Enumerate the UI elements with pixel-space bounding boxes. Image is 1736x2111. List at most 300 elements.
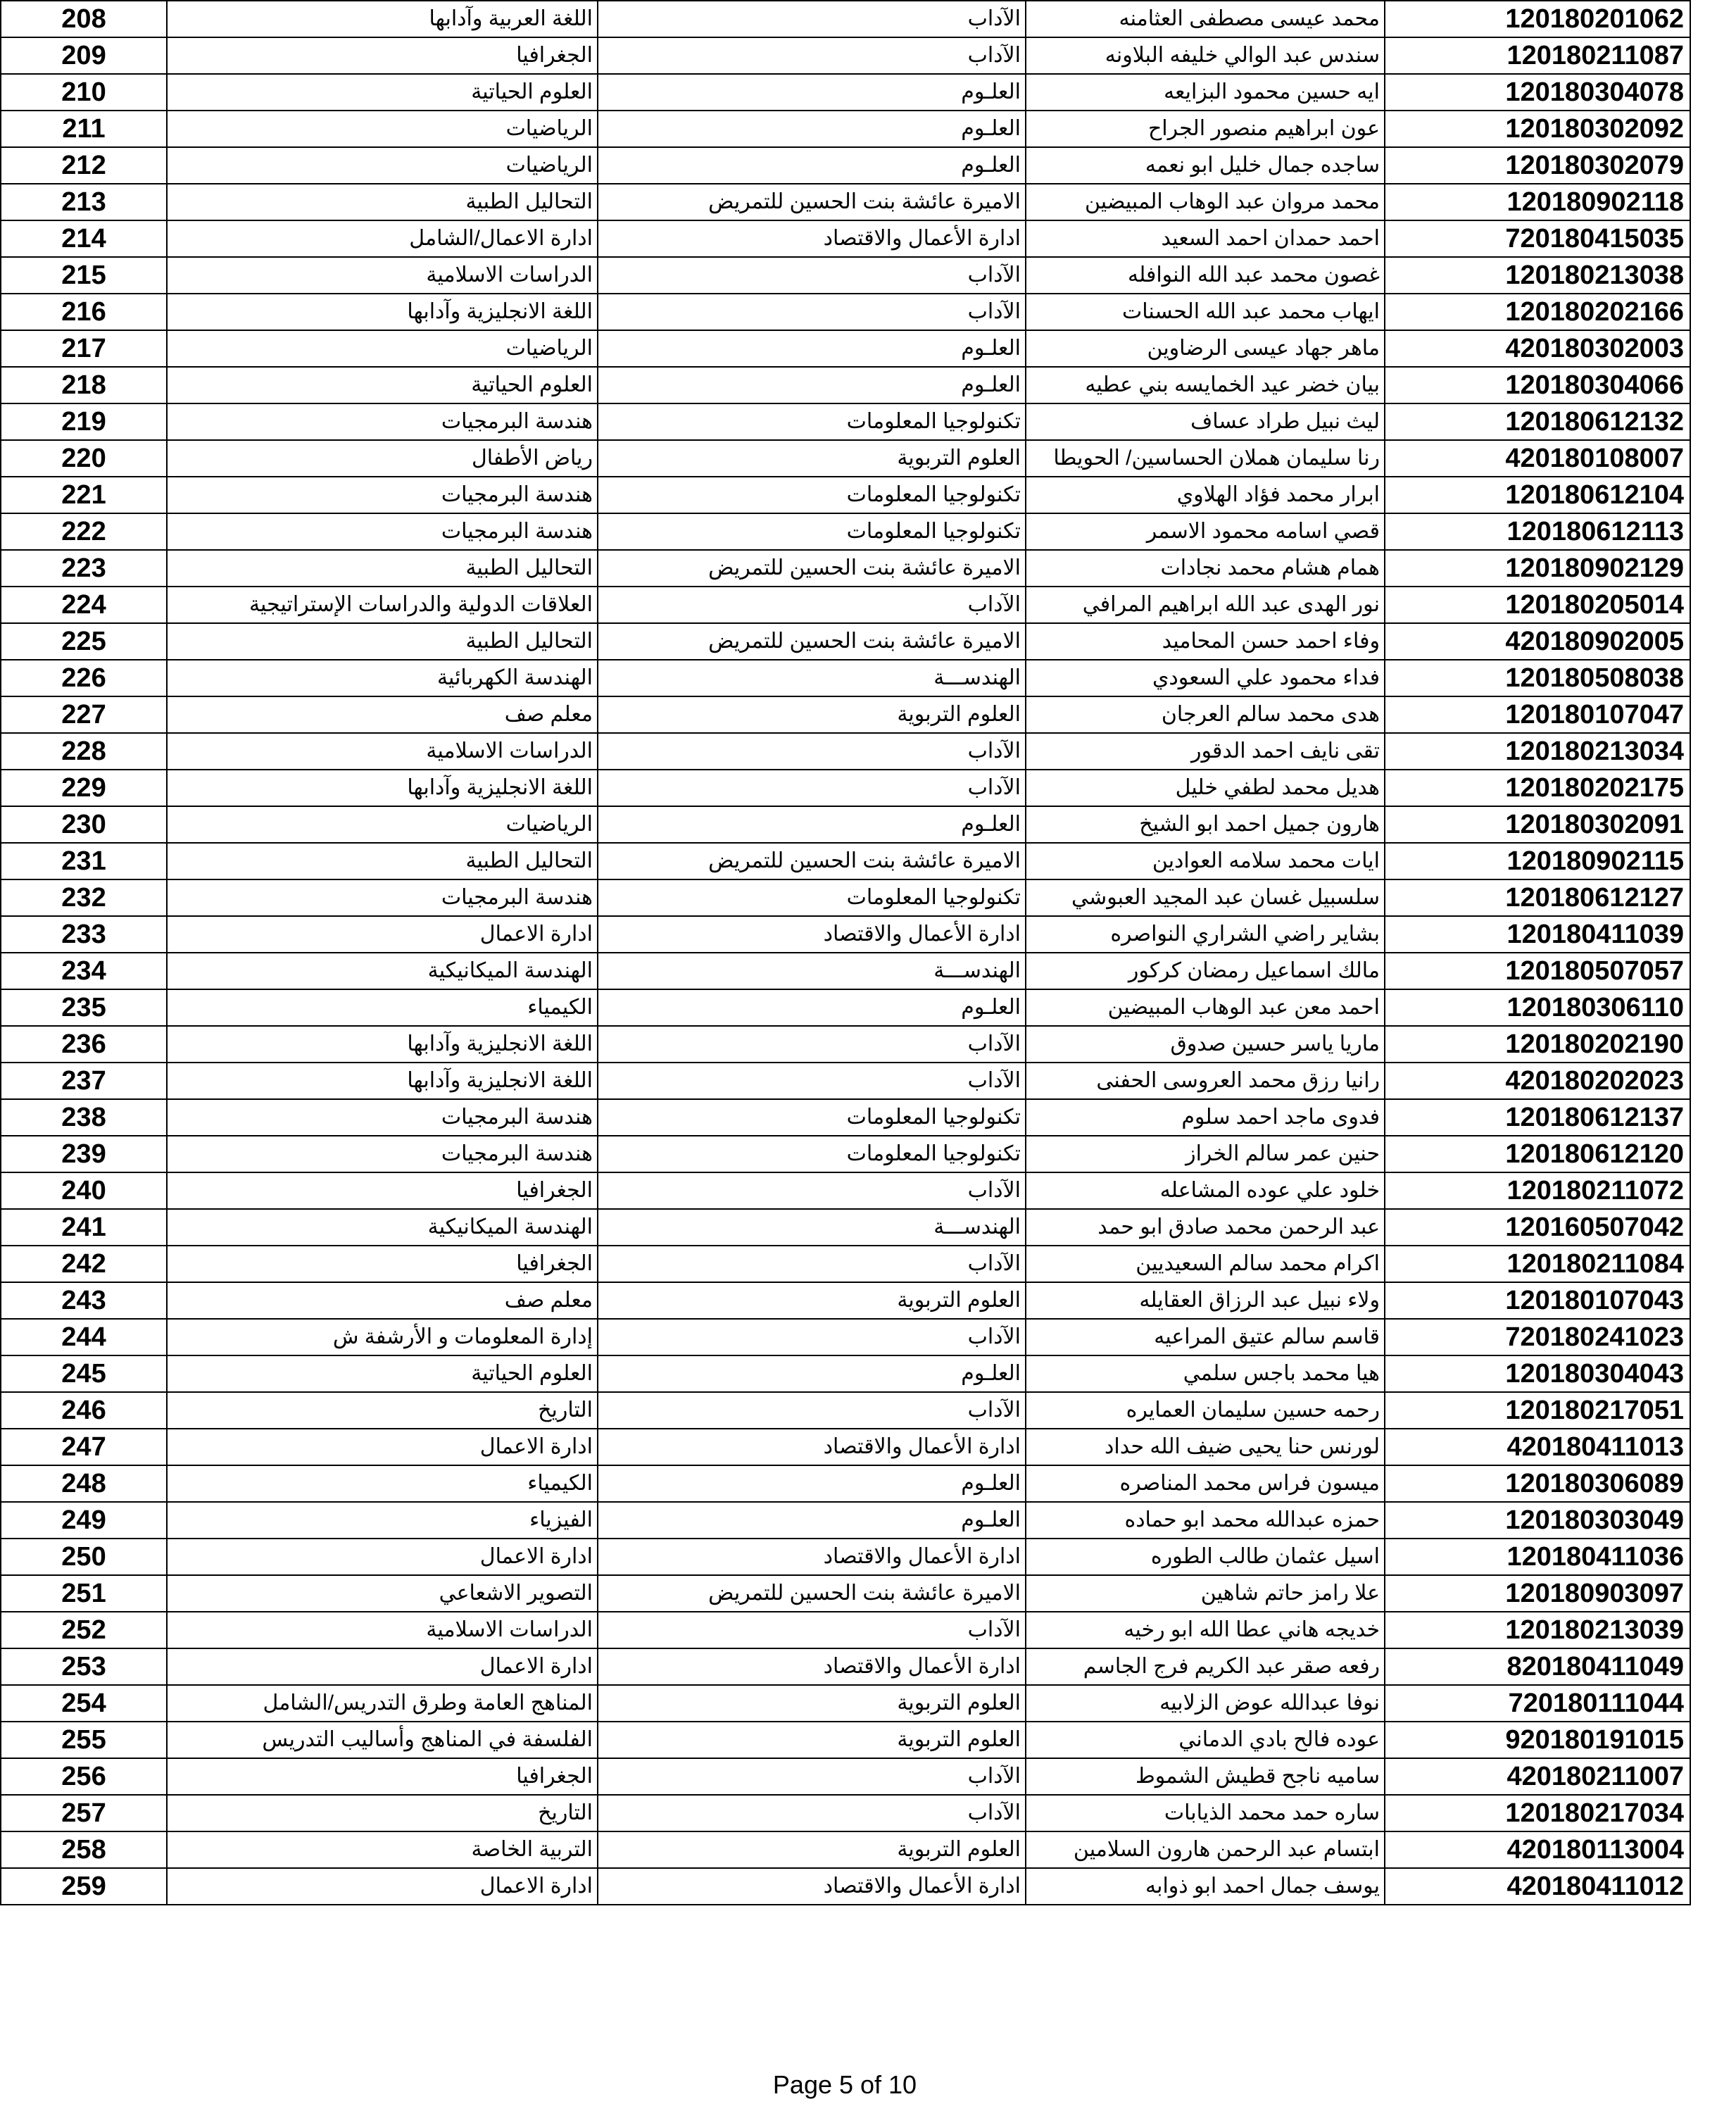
table-row: [1, 550, 1690, 587]
specialization-cell: العلاقات الدولية والدراسات الإستراتيجية: [167, 587, 598, 623]
row-number-cell: 254: [1, 1685, 167, 1722]
specialization-cell: إدارة المعلومات و الأرشفة ش: [167, 1319, 598, 1355]
student-name-cell: ليث نبيل طراد عساف: [1026, 403, 1385, 440]
student-id-cell: 420180411013: [1385, 1429, 1690, 1465]
student-id-cell: 120180211084: [1385, 1246, 1690, 1282]
row-number-cell: 241: [1, 1209, 167, 1246]
student-name-cell: علا رامز حاتم شاهين: [1026, 1575, 1385, 1612]
faculty-cell: الهندســـة: [598, 953, 1026, 989]
row-number-cell: 215: [1, 257, 167, 294]
specialization-cell: ادارة الاعمال: [167, 916, 598, 953]
specialization-cell: ادارة الاعمال/الشامل: [167, 220, 598, 257]
faculty-cell: الآداب: [598, 37, 1026, 74]
table-row: [1, 403, 1690, 440]
row-number-cell: 217: [1, 330, 167, 367]
table-row: [1, 1648, 1690, 1685]
student-id-cell: 120180217034: [1385, 1795, 1690, 1831]
row-number-cell: 221: [1, 477, 167, 513]
student-name-cell: عون ابراهيم منصور الجراح: [1026, 111, 1385, 147]
specialization-cell: الجغرافيا: [167, 1246, 598, 1282]
specialization-cell: الدراسات الاسلامية: [167, 257, 598, 294]
table-row: [1, 477, 1690, 513]
faculty-cell: تكنولوجيا المعلومات: [598, 477, 1026, 513]
row-number-cell: 248: [1, 1465, 167, 1502]
row-number-cell: 228: [1, 733, 167, 770]
faculty-cell: الآداب: [598, 1172, 1026, 1209]
table-row: [1, 74, 1690, 111]
student-id-cell: 420180202023: [1385, 1063, 1690, 1099]
table-row: [1, 367, 1690, 403]
table-row: [1, 184, 1690, 220]
row-number-cell: 234: [1, 953, 167, 989]
specialization-cell: ادارة الاعمال: [167, 1868, 598, 1905]
specialization-cell: التحاليل الطبية: [167, 623, 598, 660]
row-number-cell: 237: [1, 1063, 167, 1099]
student-name-cell: احمد حمدان احمد السعيد: [1026, 220, 1385, 257]
specialization-cell: الفيزياء: [167, 1502, 598, 1539]
specialization-cell: هندسة البرمجيات: [167, 403, 598, 440]
student-name-cell: ايه حسين محمود البزايعه: [1026, 74, 1385, 111]
specialization-cell: هندسة البرمجيات: [167, 1136, 598, 1172]
student-name-cell: خديجه هاني عطا الله ابو رخيه: [1026, 1612, 1385, 1648]
row-number-cell: 231: [1, 843, 167, 879]
row-number-cell: 245: [1, 1355, 167, 1392]
row-number-cell: 212: [1, 147, 167, 184]
student-id-cell: 120180612104: [1385, 477, 1690, 513]
student-name-cell: رنا سليمان هملان الحساسين/ الحويطا: [1026, 440, 1385, 477]
student-id-cell: 120180306089: [1385, 1465, 1690, 1502]
specialization-cell: التصوير الاشعاعي: [167, 1575, 598, 1612]
student-id-cell: 420180302003: [1385, 330, 1690, 367]
faculty-cell: الآداب: [598, 1319, 1026, 1355]
faculty-cell: الاميرة عائشة بنت الحسين للتمريض: [598, 1575, 1026, 1612]
student-id-cell: 720180241023: [1385, 1319, 1690, 1355]
specialization-cell: التاريخ: [167, 1392, 598, 1429]
student-id-cell: 420180113004: [1385, 1831, 1690, 1868]
faculty-cell: ادارة الأعمال والاقتصاد: [598, 916, 1026, 953]
specialization-cell: رياض الأطفال: [167, 440, 598, 477]
student-id-cell: 420180108007: [1385, 440, 1690, 477]
student-name-cell: هيا محمد باجس سلمي: [1026, 1355, 1385, 1392]
student-name-cell: ولاء نبيل عبد الرزاق العقايله: [1026, 1282, 1385, 1319]
row-number-cell: 233: [1, 916, 167, 953]
table-row: [1, 1392, 1690, 1429]
row-number-cell: 220: [1, 440, 167, 477]
specialization-cell: اللغة الانجليزية وآدابها: [167, 294, 598, 330]
table-row: [1, 513, 1690, 550]
row-number-cell: 243: [1, 1282, 167, 1319]
row-number-cell: 238: [1, 1099, 167, 1136]
row-number-cell: 209: [1, 37, 167, 74]
student-id-cell: 120180303049: [1385, 1502, 1690, 1539]
table-row: [1, 257, 1690, 294]
student-name-cell: رفعه صقر عبد الكريم فرج الجاسم: [1026, 1648, 1385, 1685]
row-number-cell: 211: [1, 111, 167, 147]
student-id-cell: 920180191015: [1385, 1722, 1690, 1758]
specialization-cell: العلوم الحياتية: [167, 367, 598, 403]
specialization-cell: الرياضيات: [167, 806, 598, 843]
specialization-cell: التحاليل الطبية: [167, 550, 598, 587]
specialization-cell: اللغة الانجليزية وآدابها: [167, 1063, 598, 1099]
table-row: [1, 1685, 1690, 1722]
row-number-cell: 259: [1, 1868, 167, 1905]
row-number-cell: 250: [1, 1539, 167, 1575]
student-id-cell: 120180213034: [1385, 733, 1690, 770]
faculty-cell: العلـوم: [598, 74, 1026, 111]
student-name-cell: بشاير راضي الشراري النواصره: [1026, 916, 1385, 953]
student-name-cell: قاسم سالم عتيق المراعيه: [1026, 1319, 1385, 1355]
table-row: [1, 843, 1690, 879]
specialization-cell: الهندسة الميكانيكية: [167, 1209, 598, 1246]
row-number-cell: 240: [1, 1172, 167, 1209]
row-number-cell: 213: [1, 184, 167, 220]
table-row: [1, 916, 1690, 953]
table-row: [1, 37, 1690, 74]
student-id-cell: 120180211072: [1385, 1172, 1690, 1209]
specialization-cell: الرياضيات: [167, 111, 598, 147]
table-row: [1, 1063, 1690, 1099]
student-name-cell: ماريا ياسر حسين صدوق: [1026, 1026, 1385, 1063]
specialization-cell: العلوم الحياتية: [167, 1355, 598, 1392]
specialization-cell: التاريخ: [167, 1795, 598, 1831]
student-name-cell: حمزه عبدالله محمد ابو حماده: [1026, 1502, 1385, 1539]
row-number-cell: 244: [1, 1319, 167, 1355]
student-name-cell: اسيل عثمان طالب الطوره: [1026, 1539, 1385, 1575]
specialization-cell: ادارة الاعمال: [167, 1539, 598, 1575]
student-id-cell: 120180202166: [1385, 294, 1690, 330]
student-id-cell: 120180902115: [1385, 843, 1690, 879]
faculty-cell: العلوم التربوية: [598, 1831, 1026, 1868]
row-number-cell: 249: [1, 1502, 167, 1539]
faculty-cell: العلوم التربوية: [598, 1722, 1026, 1758]
student-name-cell: فداء محمود علي السعودي: [1026, 660, 1385, 696]
faculty-cell: العلـوم: [598, 1502, 1026, 1539]
table-row: [1, 1502, 1690, 1539]
row-number-cell: 247: [1, 1429, 167, 1465]
faculty-cell: الآداب: [598, 294, 1026, 330]
student-name-cell: هدى محمد سالم العرجان: [1026, 696, 1385, 733]
faculty-cell: الآداب: [598, 1026, 1026, 1063]
row-number-cell: 229: [1, 770, 167, 806]
student-name-cell: غصون محمد عبد الله النوافله: [1026, 257, 1385, 294]
student-id-cell: 120180202175: [1385, 770, 1690, 806]
faculty-cell: العلوم التربوية: [598, 696, 1026, 733]
student-name-cell: ميسون فراس محمد المناصره: [1026, 1465, 1385, 1502]
faculty-cell: تكنولوجيا المعلومات: [598, 513, 1026, 550]
row-number-cell: 235: [1, 989, 167, 1026]
student-id-cell: 120180507057: [1385, 953, 1690, 989]
student-id-cell: 120180902118: [1385, 184, 1690, 220]
table-row: [1, 1026, 1690, 1063]
row-number-cell: 253: [1, 1648, 167, 1685]
row-number-cell: 222: [1, 513, 167, 550]
row-number-cell: 214: [1, 220, 167, 257]
faculty-cell: تكنولوجيا المعلومات: [598, 403, 1026, 440]
table-row: [1, 1612, 1690, 1648]
specialization-cell: المناهج العامة وطرق التدريس/الشامل: [167, 1685, 598, 1722]
faculty-cell: الاميرة عائشة بنت الحسين للتمريض: [598, 623, 1026, 660]
faculty-cell: العلـوم: [598, 806, 1026, 843]
row-number-cell: 224: [1, 587, 167, 623]
student-id-cell: 120180302079: [1385, 147, 1690, 184]
faculty-cell: الآداب: [598, 770, 1026, 806]
faculty-cell: الآداب: [598, 1758, 1026, 1795]
specialization-cell: الجغرافيا: [167, 1758, 598, 1795]
faculty-cell: ادارة الأعمال والاقتصاد: [598, 220, 1026, 257]
table-row: [1, 806, 1690, 843]
student-name-cell: لورنس حنا يحيى ضيف الله حداد: [1026, 1429, 1385, 1465]
specialization-cell: الجغرافيا: [167, 37, 598, 74]
student-name-cell: خلود علي عوده المشاعله: [1026, 1172, 1385, 1209]
specialization-cell: هندسة البرمجيات: [167, 513, 598, 550]
faculty-cell: العلـوم: [598, 367, 1026, 403]
specialization-cell: هندسة البرمجيات: [167, 1099, 598, 1136]
row-number-cell: 242: [1, 1246, 167, 1282]
student-name-cell: فدوى ماجد احمد سلوم: [1026, 1099, 1385, 1136]
faculty-cell: ادارة الأعمال والاقتصاد: [598, 1868, 1026, 1905]
student-list-body: [1, 1, 1690, 1905]
student-name-cell: ايهاب محمد عبد الله الحسنات: [1026, 294, 1385, 330]
specialization-cell: الكيمياء: [167, 1465, 598, 1502]
student-name-cell: محمد مروان عبد الوهاب المبيضين: [1026, 184, 1385, 220]
table-row: [1, 1136, 1690, 1172]
faculty-cell: العلـوم: [598, 1465, 1026, 1502]
specialization-cell: الهندسة الكهربائية: [167, 660, 598, 696]
student-name-cell: عبد الرحمن محمد صادق ابو حمد: [1026, 1209, 1385, 1246]
table-row: [1, 733, 1690, 770]
faculty-cell: الآداب: [598, 1, 1026, 37]
faculty-cell: ادارة الأعمال والاقتصاد: [598, 1429, 1026, 1465]
faculty-cell: العلوم التربوية: [598, 440, 1026, 477]
row-number-cell: 225: [1, 623, 167, 660]
row-number-cell: 218: [1, 367, 167, 403]
faculty-cell: ادارة الأعمال والاقتصاد: [598, 1539, 1026, 1575]
specialization-cell: اللغة الانجليزية وآدابها: [167, 770, 598, 806]
table-row: [1, 1319, 1690, 1355]
student-id-cell: 120180213038: [1385, 257, 1690, 294]
row-number-cell: 251: [1, 1575, 167, 1612]
specialization-cell: ادارة الاعمال: [167, 1429, 598, 1465]
table-row: [1, 440, 1690, 477]
student-name-cell: هارون جميل احمد ابو الشيخ: [1026, 806, 1385, 843]
student-name-cell: احمد معن عبد الوهاب المبيضين: [1026, 989, 1385, 1026]
row-number-cell: 252: [1, 1612, 167, 1648]
specialization-cell: معلم صف: [167, 696, 598, 733]
student-name-cell: بيان خضر عيد الخمايسه بني عطيه: [1026, 367, 1385, 403]
faculty-cell: العلوم التربوية: [598, 1685, 1026, 1722]
faculty-cell: ادارة الأعمال والاقتصاد: [598, 1648, 1026, 1685]
row-number-cell: 210: [1, 74, 167, 111]
table-row: [1, 330, 1690, 367]
table-row: [1, 1831, 1690, 1868]
specialization-cell: التربية الخاصة: [167, 1831, 598, 1868]
table-row: [1, 1429, 1690, 1465]
table-row: [1, 1465, 1690, 1502]
student-id-cell: 120180304078: [1385, 74, 1690, 111]
student-name-cell: نوفا عبدالله عوض الزلابيه: [1026, 1685, 1385, 1722]
student-id-cell: 120180302092: [1385, 111, 1690, 147]
student-id-cell: 120180302091: [1385, 806, 1690, 843]
student-id-cell: 120180612113: [1385, 513, 1690, 550]
specialization-cell: الهندسة الميكانيكية: [167, 953, 598, 989]
specialization-cell: اللغة الانجليزية وآدابها: [167, 1026, 598, 1063]
student-id-cell: 120180902129: [1385, 550, 1690, 587]
row-number-cell: 223: [1, 550, 167, 587]
student-name-cell: مالك اسماعيل رمضان كركور: [1026, 953, 1385, 989]
student-name-cell: هديل محمد لطفي خليل: [1026, 770, 1385, 806]
faculty-cell: الآداب: [598, 1392, 1026, 1429]
table-row: [1, 1868, 1690, 1905]
table-row: [1, 623, 1690, 660]
faculty-cell: الآداب: [598, 587, 1026, 623]
student-id-cell: 120180304066: [1385, 367, 1690, 403]
page-number: Page 5 of 10: [772, 2070, 917, 2099]
table-row: [1, 147, 1690, 184]
student-id-cell: 720180111044: [1385, 1685, 1690, 1722]
student-id-cell: 120180306110: [1385, 989, 1690, 1026]
faculty-cell: العلـوم: [598, 989, 1026, 1026]
table-row: [1, 953, 1690, 989]
specialization-cell: الفلسفة في المناهج وأساليب التدريس: [167, 1722, 598, 1758]
table-row: [1, 1575, 1690, 1612]
table-row: [1, 1099, 1690, 1136]
table-row: [1, 587, 1690, 623]
specialization-cell: الرياضيات: [167, 147, 598, 184]
faculty-cell: الاميرة عائشة بنت الحسين للتمريض: [598, 184, 1026, 220]
row-number-cell: 208: [1, 1, 167, 37]
student-id-cell: 120180903097: [1385, 1575, 1690, 1612]
specialization-cell: معلم صف: [167, 1282, 598, 1319]
student-name-cell: نور الهدى عبد الله ابراهيم المرافي: [1026, 587, 1385, 623]
student-name-cell: سلسبيل غسان عبد المجيد العبوشي: [1026, 879, 1385, 916]
faculty-cell: الآداب: [598, 1246, 1026, 1282]
table-row: [1, 294, 1690, 330]
faculty-cell: العلـوم: [598, 111, 1026, 147]
specialization-cell: هندسة البرمجيات: [167, 477, 598, 513]
specialization-cell: الرياضيات: [167, 330, 598, 367]
faculty-cell: الاميرة عائشة بنت الحسين للتمريض: [598, 550, 1026, 587]
student-name-cell: حنين عمر سالم الخراز: [1026, 1136, 1385, 1172]
student-name-cell: همام هشام محمد نجادات: [1026, 550, 1385, 587]
student-id-cell: 820180411049: [1385, 1648, 1690, 1685]
row-number-cell: 227: [1, 696, 167, 733]
table-row: [1, 1795, 1690, 1831]
student-name-cell: وفاء احمد حسن المحاميد: [1026, 623, 1385, 660]
student-id-cell: 120180107043: [1385, 1282, 1690, 1319]
table-row: [1, 989, 1690, 1026]
student-name-cell: رانيا رزق محمد العروسى الحفنى: [1026, 1063, 1385, 1099]
row-number-cell: 258: [1, 1831, 167, 1868]
faculty-cell: الآداب: [598, 733, 1026, 770]
faculty-cell: الهندســـة: [598, 1209, 1026, 1246]
specialization-cell: الدراسات الاسلامية: [167, 733, 598, 770]
student-name-cell: سندس عبد الوالي خليفه البلاونه: [1026, 37, 1385, 74]
table-row: [1, 1, 1690, 37]
table-row: [1, 879, 1690, 916]
specialization-cell: الجغرافيا: [167, 1172, 598, 1209]
table-row: [1, 660, 1690, 696]
table-row: [1, 1282, 1690, 1319]
faculty-cell: الهندســـة: [598, 660, 1026, 696]
faculty-cell: العلـوم: [598, 147, 1026, 184]
specialization-cell: اللغة العربية وآدابها: [167, 1, 598, 37]
row-number-cell: 255: [1, 1722, 167, 1758]
student-name-cell: عوده فالح بادي الدماني: [1026, 1722, 1385, 1758]
faculty-cell: العلوم التربوية: [598, 1282, 1026, 1319]
student-name-cell: قصي اسامه محمود الاسمر: [1026, 513, 1385, 550]
student-id-cell: 120180304043: [1385, 1355, 1690, 1392]
student-id-cell: 420180411012: [1385, 1868, 1690, 1905]
faculty-cell: تكنولوجيا المعلومات: [598, 879, 1026, 916]
specialization-cell: العلوم الحياتية: [167, 74, 598, 111]
table-row: [1, 1246, 1690, 1282]
table-row: [1, 111, 1690, 147]
faculty-cell: تكنولوجيا المعلومات: [598, 1136, 1026, 1172]
faculty-cell: الآداب: [598, 1063, 1026, 1099]
faculty-cell: الآداب: [598, 257, 1026, 294]
table-row: [1, 1722, 1690, 1758]
student-name-cell: اكرام محمد سالم السعيديين: [1026, 1246, 1385, 1282]
student-id-cell: 120180211087: [1385, 37, 1690, 74]
student-id-cell: 720180415035: [1385, 220, 1690, 257]
student-name-cell: ساميه ناجح قطيش الشموط: [1026, 1758, 1385, 1795]
student-id-cell: 120180202190: [1385, 1026, 1690, 1063]
row-number-cell: 232: [1, 879, 167, 916]
student-name-cell: ساره حمد محمد الذيابات: [1026, 1795, 1385, 1831]
student-id-cell: 120180508038: [1385, 660, 1690, 696]
student-name-cell: ايات محمد سلامه العوادين: [1026, 843, 1385, 879]
row-number-cell: 226: [1, 660, 167, 696]
student-id-cell: 120180205014: [1385, 587, 1690, 623]
student-name-cell: ابرار محمد فؤاد الهلاوي: [1026, 477, 1385, 513]
faculty-cell: الآداب: [598, 1612, 1026, 1648]
student-name-cell: يوسف جمال احمد ابو ذوابه: [1026, 1868, 1385, 1905]
faculty-cell: العلـوم: [598, 330, 1026, 367]
row-number-cell: 256: [1, 1758, 167, 1795]
faculty-cell: الآداب: [598, 1795, 1026, 1831]
faculty-cell: الاميرة عائشة بنت الحسين للتمريض: [598, 843, 1026, 879]
student-id-cell: 120180213039: [1385, 1612, 1690, 1648]
table-row: [1, 696, 1690, 733]
row-number-cell: 246: [1, 1392, 167, 1429]
row-number-cell: 216: [1, 294, 167, 330]
table-row: [1, 220, 1690, 257]
student-id-cell: 120180612120: [1385, 1136, 1690, 1172]
student-id-cell: 120160507042: [1385, 1209, 1690, 1246]
table-row: [1, 1172, 1690, 1209]
student-id-cell: 120180411039: [1385, 916, 1690, 953]
student-name-cell: ماهر جهاد عيسى الرضاوين: [1026, 330, 1385, 367]
student-name-cell: تقى نايف احمد الدقور: [1026, 733, 1385, 770]
specialization-cell: ادارة الاعمال: [167, 1648, 598, 1685]
student-name-cell: ابتسام عبد الرحمن هارون السلامين: [1026, 1831, 1385, 1868]
specialization-cell: التحاليل الطبية: [167, 184, 598, 220]
specialization-cell: هندسة البرمجيات: [167, 879, 598, 916]
row-number-cell: 239: [1, 1136, 167, 1172]
row-number-cell: 236: [1, 1026, 167, 1063]
student-id-cell: 120180612137: [1385, 1099, 1690, 1136]
table-row: [1, 1355, 1690, 1392]
student-id-cell: 120180612127: [1385, 879, 1690, 916]
student-name-cell: رحمه حسين سليمان العمايره: [1026, 1392, 1385, 1429]
student-id-cell: 120180411036: [1385, 1539, 1690, 1575]
student-id-cell: 420180211007: [1385, 1758, 1690, 1795]
table-row: [1, 1539, 1690, 1575]
student-id-cell: 120180612132: [1385, 403, 1690, 440]
table-row: [1, 1209, 1690, 1246]
student-name-cell: محمد عيسى مصطفى العثامنه: [1026, 1, 1385, 37]
row-number-cell: 219: [1, 403, 167, 440]
